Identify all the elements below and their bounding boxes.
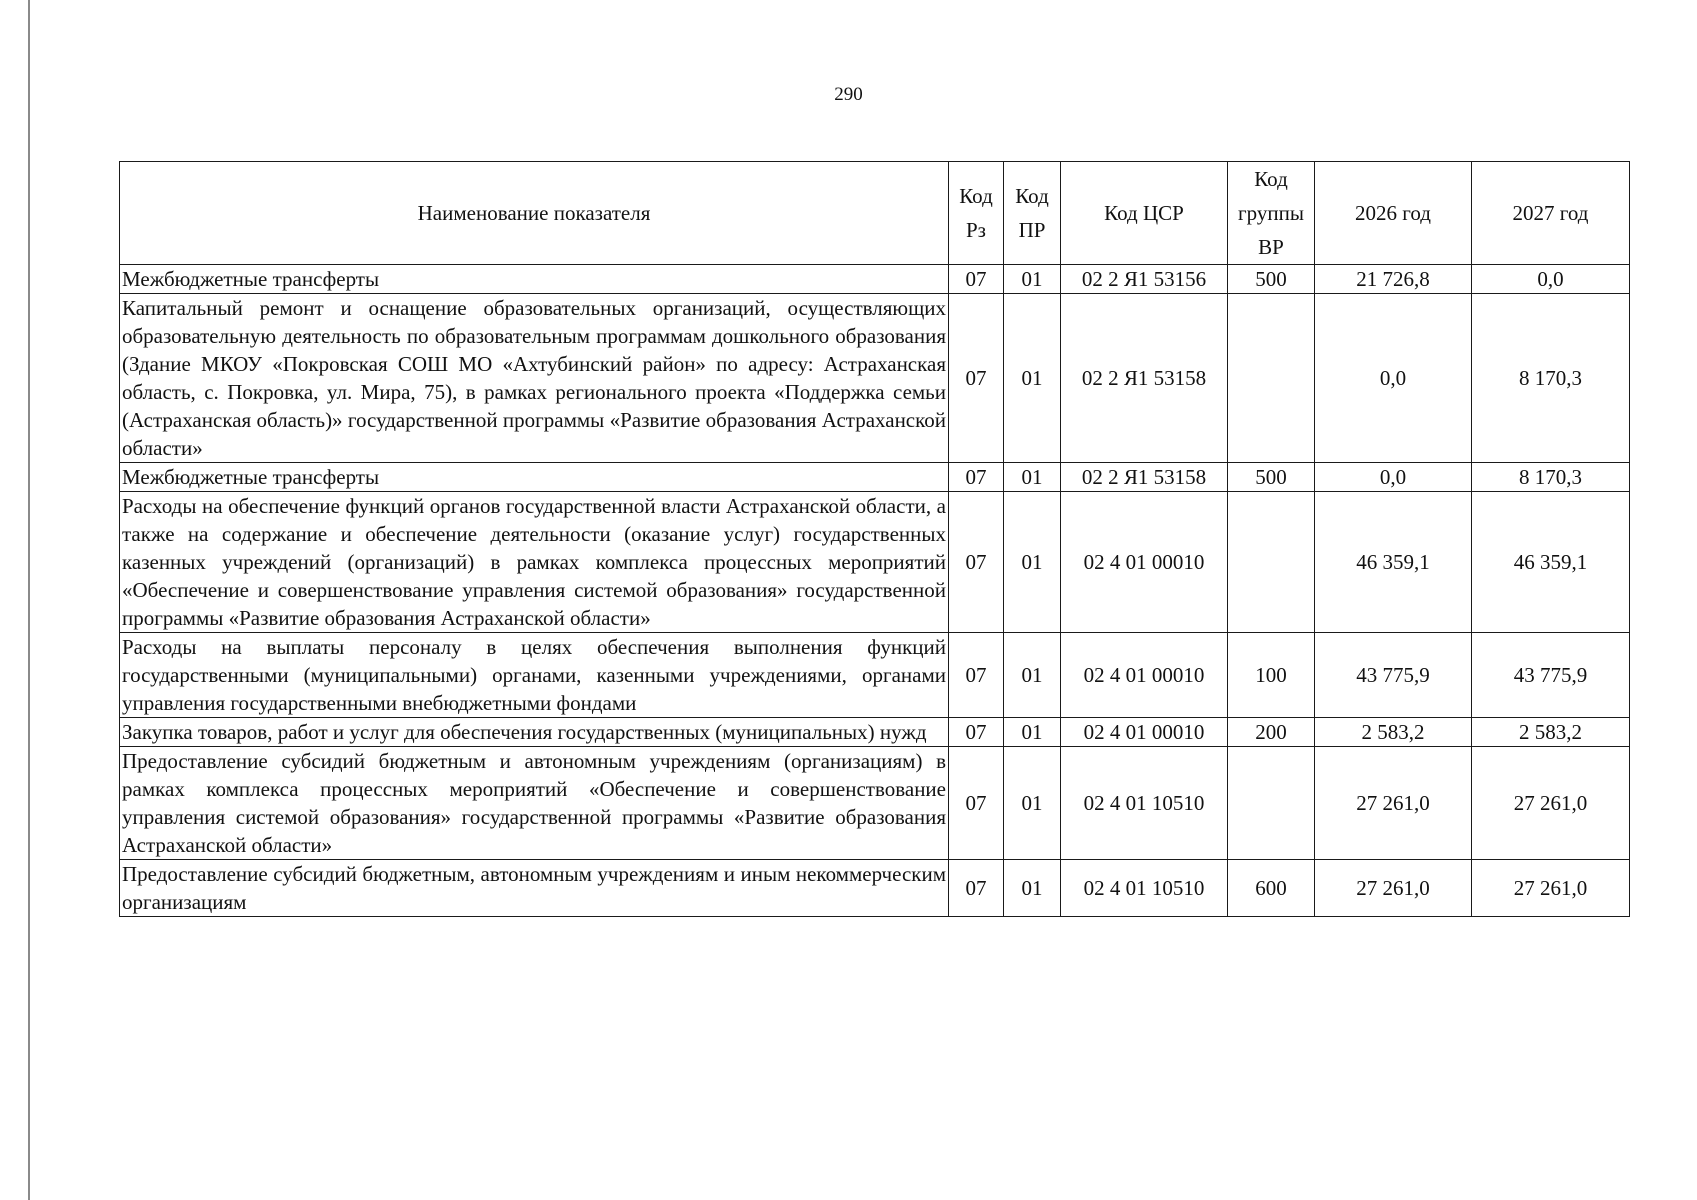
row-pr: 01 <box>1004 718 1061 747</box>
row-2027: 0,0 <box>1472 265 1630 294</box>
row-vr <box>1228 747 1315 860</box>
row-vr: 500 <box>1228 265 1315 294</box>
row-2026: 21 726,8 <box>1315 265 1472 294</box>
row-rz: 07 <box>949 633 1004 718</box>
row-csr: 02 2 Я1 53156 <box>1061 265 1228 294</box>
table-header-row <box>120 162 1630 265</box>
row-vr: 100 <box>1228 633 1315 718</box>
page-number: 290 <box>834 84 863 105</box>
table-row <box>120 463 1630 492</box>
row-2027: 27 261,0 <box>1472 860 1630 917</box>
table-row <box>120 633 1630 718</box>
row-vr: 500 <box>1228 463 1315 492</box>
row-rz: 07 <box>949 747 1004 860</box>
row-name: Закупка товаров, работ и услуг для обеспечения государственных (муниципальных) нужд <box>120 718 949 747</box>
row-pr: 01 <box>1004 860 1061 917</box>
row-name: Расходы на выплаты персоналу в целях обеспечения выполнения функций государственными (муниципальными) органами, казенными учреждениями, органами управления государственными внебюджетными фондами <box>120 633 949 718</box>
row-csr: 02 4 01 10510 <box>1061 747 1228 860</box>
row-csr: 02 4 01 00010 <box>1061 718 1228 747</box>
table-row <box>120 294 1630 463</box>
row-pr: 01 <box>1004 265 1061 294</box>
row-name: Расходы на обеспечение функций органов государственной власти Астраханской области, а также на содержание и обеспечение деятельности (оказание услуг) государственных казенных учреждений (организаций) в рамках комплекса процессных мероприятий «Обеспечение и совершенствование управления системой образования» государственной программы «Развитие образования Астраханской области» <box>120 492 949 633</box>
budget-table <box>119 161 1630 917</box>
row-vr: 600 <box>1228 860 1315 917</box>
row-2027: 8 170,3 <box>1472 294 1630 463</box>
row-rz: 07 <box>949 294 1004 463</box>
row-csr: 02 2 Я1 53158 <box>1061 294 1228 463</box>
row-csr: 02 4 01 10510 <box>1061 860 1228 917</box>
header-csr: Код ЦСР <box>1061 162 1228 265</box>
header-pr: Код ПР <box>1004 162 1061 265</box>
row-2026: 2 583,2 <box>1315 718 1472 747</box>
table-row <box>120 265 1630 294</box>
row-2026: 0,0 <box>1315 463 1472 492</box>
row-rz: 07 <box>949 463 1004 492</box>
row-csr: 02 4 01 00010 <box>1061 492 1228 633</box>
header-2027: 2027 год <box>1472 162 1630 265</box>
row-rz: 07 <box>949 718 1004 747</box>
header-vr: Код группы ВР <box>1228 162 1315 265</box>
row-2027: 8 170,3 <box>1472 463 1630 492</box>
row-2027: 27 261,0 <box>1472 747 1630 860</box>
table-row <box>120 492 1630 633</box>
row-name: Межбюджетные трансферты <box>120 265 949 294</box>
row-2026: 27 261,0 <box>1315 747 1472 860</box>
table-row <box>120 860 1630 917</box>
row-pr: 01 <box>1004 747 1061 860</box>
table-row <box>120 747 1630 860</box>
row-name: Капитальный ремонт и оснащение образовательных организаций, осуществляющих образовательную деятельность по образовательным программам дошкольного образования (Здание МКОУ «Покровская СОШ МО «Ахтубинский район» по адресу: Астраханская область, с. Покровка, ул. Мира, 75), в рамках регионального проекта «Поддержка семьи (Астраханская область)» государственной программы «Развитие образования Астраханской области» <box>120 294 949 463</box>
row-rz: 07 <box>949 492 1004 633</box>
row-2026: 27 261,0 <box>1315 860 1472 917</box>
row-name: Предоставление субсидий бюджетным и автономным учреждениям (организациям) в рамках комплекса процессных мероприятий «Обеспечение и совершенствование управления системой образования» государственной программы «Развитие образования Астраханской области» <box>120 747 949 860</box>
row-2026: 43 775,9 <box>1315 633 1472 718</box>
row-2026: 0,0 <box>1315 294 1472 463</box>
row-vr <box>1228 294 1315 463</box>
row-vr: 200 <box>1228 718 1315 747</box>
row-name: Межбюджетные трансферты <box>120 463 949 492</box>
row-pr: 01 <box>1004 492 1061 633</box>
header-2026: 2026 год <box>1315 162 1472 265</box>
row-name: Предоставление субсидий бюджетным, автономным учреждениям и иным некоммерческим организациям <box>120 860 949 917</box>
row-pr: 01 <box>1004 463 1061 492</box>
header-name: Наименование показателя <box>120 162 949 265</box>
row-pr: 01 <box>1004 633 1061 718</box>
row-rz: 07 <box>949 860 1004 917</box>
row-pr: 01 <box>1004 294 1061 463</box>
table-row <box>120 718 1630 747</box>
row-csr: 02 4 01 00010 <box>1061 633 1228 718</box>
header-rz: Код Рз <box>949 162 1004 265</box>
row-2027: 2 583,2 <box>1472 718 1630 747</box>
scan-edge-line <box>28 0 30 1200</box>
row-2027: 43 775,9 <box>1472 633 1630 718</box>
row-2027: 46 359,1 <box>1472 492 1630 633</box>
row-vr <box>1228 492 1315 633</box>
row-rz: 07 <box>949 265 1004 294</box>
row-csr: 02 2 Я1 53158 <box>1061 463 1228 492</box>
row-2026: 46 359,1 <box>1315 492 1472 633</box>
